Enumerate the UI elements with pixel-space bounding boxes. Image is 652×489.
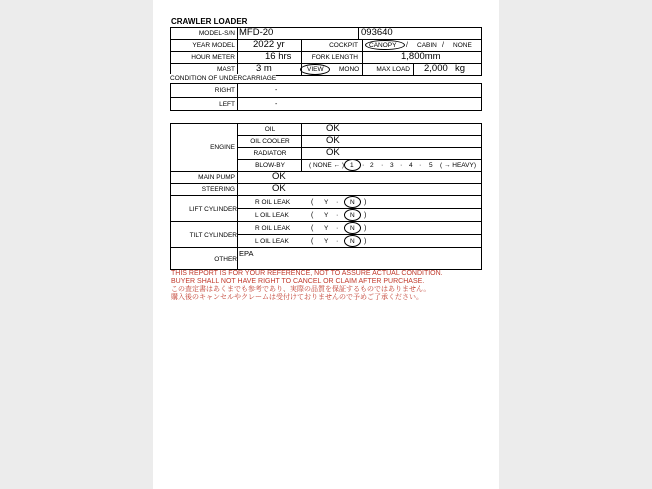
lift-r-y: Y (324, 199, 329, 206)
tilt-r-close: ) (364, 225, 367, 232)
radiator-label: RADIATOR (253, 150, 287, 157)
blow-by-5: 5 (429, 162, 433, 169)
lift-r-open: ( (311, 199, 314, 206)
disclaimer-line-2: BUYER SHALL NOT HAVE RIGHT TO CANCEL OR CLAIM AFTER PURCHASE. (171, 278, 425, 285)
lift-r-dot: · (336, 199, 339, 206)
left-label: LEFT (219, 101, 235, 108)
blow-by-none: ( NONE ← ) (309, 162, 345, 169)
lift-l-y: Y (324, 212, 329, 219)
lift-l-oil-leak-label: L OIL LEAK (255, 212, 289, 219)
left-value: - (275, 101, 278, 108)
lift-l-close: ) (364, 212, 367, 219)
inspection-sheet (153, 0, 499, 489)
lift-l-dot: · (336, 212, 339, 219)
cockpit-option-cabin: CABIN (417, 42, 437, 49)
max-load-value: 2,000 (424, 63, 448, 74)
blow-by-dot-4: · (419, 162, 422, 169)
main-pump-label: MAIN PUMP (198, 174, 235, 181)
hour-meter-label: HOUR METER (191, 54, 235, 61)
model-value: MFD-20 (239, 27, 274, 38)
hour-meter-value: 16 hrs (265, 51, 292, 62)
other-value: EPA (239, 249, 254, 258)
blow-by-3: 3 (390, 162, 394, 169)
blow-by-dot-1: · (362, 162, 365, 169)
blow-by-dot-2: · (381, 162, 384, 169)
blow-by-4: 4 (409, 162, 413, 169)
fork-length-label: FORK LENGTH (311, 54, 358, 61)
undercarriage-heading: CONDITION OF UNDERCARRIAGE (170, 75, 277, 82)
blow-by-1: 1 (350, 162, 354, 169)
other-label: OTHER (214, 256, 237, 263)
lift-l-open: ( (311, 212, 314, 219)
max-load-unit: kg (455, 63, 466, 74)
mast-option-mono: MONO (339, 66, 360, 73)
mast-option-view: VIEW (307, 66, 324, 73)
lift-l-n: N (350, 212, 355, 219)
oil-cooler-value: OK (326, 135, 340, 146)
cockpit-sep-1: / (406, 42, 408, 49)
tilt-l-n: N (350, 238, 355, 245)
blow-by-heavy: ( → HEAVY) (440, 162, 476, 169)
serial-value: 093640 (361, 27, 393, 38)
model-sn-label: MODEL-S/N (198, 30, 235, 37)
main-pump-value: OK (272, 171, 286, 182)
blow-by-2: 2 (370, 162, 374, 169)
oil-cooler-label: OIL COOLER (250, 138, 290, 145)
disclaimer-line-3: この査定書はあくまでも参考であり、実際の品質を保証するものではありません。 (171, 286, 431, 293)
cockpit-option-none: NONE (453, 42, 472, 49)
tilt-r-y: Y (324, 225, 329, 232)
tilt-cylinder-label: TILT CYLINDER (189, 232, 237, 239)
sheet-title: CRAWLER LOADER (171, 17, 248, 26)
blow-by-dot-3: · (400, 162, 403, 169)
oil-value: OK (326, 123, 340, 134)
fork-length-value: 1,800mm (401, 51, 441, 62)
cockpit-option-canopy: CANOPY (369, 42, 397, 49)
tilt-r-oil-leak-label: R OIL LEAK (255, 225, 291, 232)
engine-label: ENGINE (210, 144, 235, 151)
lift-cylinder-label: LIFT CYLINDER (189, 206, 237, 213)
tilt-l-oil-leak-label: L OIL LEAK (255, 238, 289, 245)
tilt-r-open: ( (311, 225, 314, 232)
right-label: RIGHT (214, 87, 235, 94)
lift-r-n: N (350, 199, 355, 206)
disclaimer-line-4: 購入後のキャンセルやクレームは受付けておりませんので予めご了承ください。 (171, 294, 423, 301)
tilt-l-close: ) (364, 238, 367, 245)
right-value: - (275, 87, 278, 94)
year-model-value: 2022 yr (253, 39, 285, 50)
blow-by-label: BLOW-BY (255, 162, 285, 169)
tilt-r-n: N (350, 225, 355, 232)
tilt-l-open: ( (311, 238, 314, 245)
steering-value: OK (272, 183, 286, 194)
year-model-label: YEAR MODEL (192, 42, 235, 49)
lift-r-oil-leak-label: R OIL LEAK (255, 199, 291, 206)
cockpit-label: COCKPIT (329, 42, 358, 49)
cockpit-sep-2: / (442, 42, 444, 49)
max-load-label: MAX LOAD (376, 66, 410, 73)
tilt-l-y: Y (324, 238, 329, 245)
tilt-l-dot: · (336, 238, 339, 245)
steering-label: STEERING (201, 186, 235, 193)
mast-label: MAST (216, 66, 235, 73)
mast-value: 3 m (256, 63, 272, 74)
lift-r-close: ) (364, 199, 367, 206)
radiator-value: OK (326, 147, 340, 158)
tilt-r-dot: · (336, 225, 339, 232)
disclaimer-line-1: THIS REPORT IS FOR YOUR REFERENCE, NOT TO ASSURE ACTUAL CONDITION. (171, 270, 443, 277)
oil-label: OIL (264, 126, 276, 133)
